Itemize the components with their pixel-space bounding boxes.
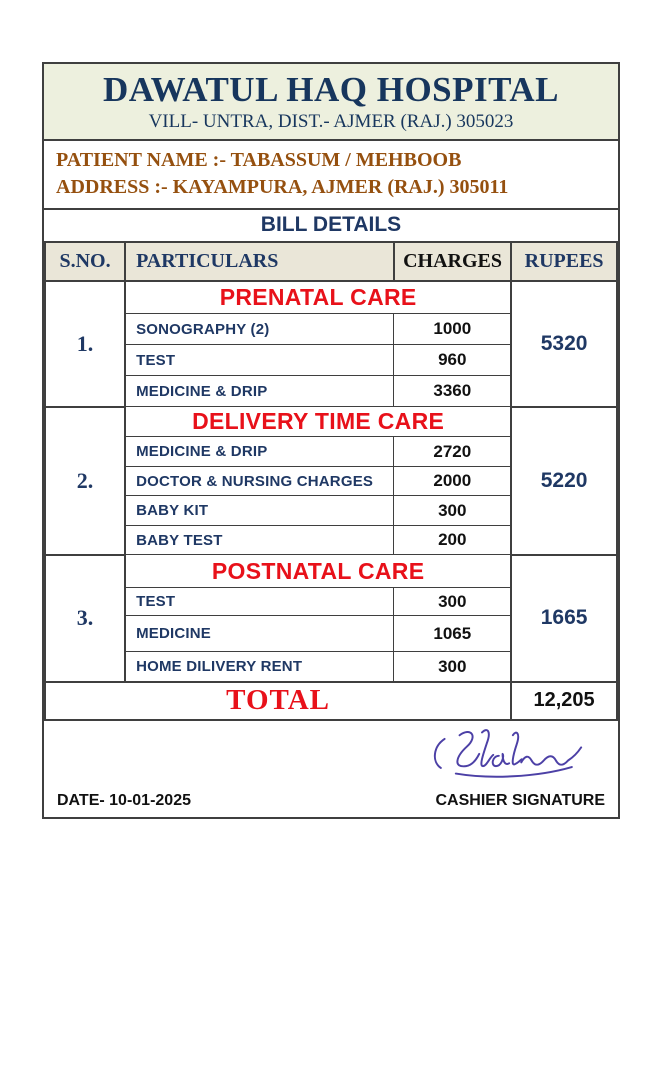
- item-label: BABY TEST: [125, 526, 394, 555]
- section-header-row: [45, 555, 617, 588]
- item-label: DOCTOR & NURSING CHARGES: [125, 467, 394, 496]
- section-subtotal: 5320: [511, 281, 617, 407]
- section-subtotal: 1665: [511, 555, 617, 682]
- hospital-name: DAWATUL HAQ HOSPITAL: [102, 70, 559, 109]
- item-charge: 300: [394, 588, 511, 616]
- bill-table: [44, 243, 618, 721]
- total-value: 12,205: [511, 682, 617, 720]
- section-header-row: [45, 281, 617, 314]
- item-label: BABY KIT: [125, 496, 394, 526]
- item-charge: 300: [394, 496, 511, 526]
- hospital-bill: [42, 62, 620, 819]
- item-charge: 1000: [394, 314, 511, 345]
- column-header-row: [45, 243, 617, 281]
- section-number: 1.: [45, 281, 125, 407]
- cashier-signature-label: CASHIER SIGNATURE: [435, 791, 605, 809]
- signature-area: [44, 721, 618, 817]
- hospital-header: [44, 64, 618, 141]
- item-charge: 1065: [394, 616, 511, 652]
- item-charge: 300: [394, 652, 511, 682]
- col-header-sno: S.NO.: [45, 243, 125, 281]
- patient-address-line: ADDRESS :- KAYAMPURA, AJMER (RAJ.) 305011: [56, 175, 509, 198]
- section-prenatal-care: [45, 281, 617, 407]
- item-label: HOME DILIVERY RENT: [125, 652, 394, 682]
- item-label: SONOGRAPHY (2): [125, 314, 394, 345]
- section-title: PRENATAL CARE: [125, 281, 511, 314]
- section-subtotal: 5220: [511, 407, 617, 555]
- item-label: MEDICINE & DRIP: [125, 376, 394, 407]
- item-label: MEDICINE & DRIP: [125, 437, 394, 467]
- bill-date: DATE- 10-01-2025: [57, 791, 191, 809]
- item-charge: 960: [394, 345, 511, 376]
- total-label: TOTAL: [45, 682, 511, 720]
- patient-name-line: PATIENT NAME :- TABASSUM / MEHBOOB: [56, 148, 462, 171]
- bill-details-title: BILL DETAILS: [44, 210, 618, 243]
- item-charge: 200: [394, 526, 511, 555]
- cashier-signature-handwriting: [420, 724, 602, 782]
- item-label: MEDICINE: [125, 616, 394, 652]
- hospital-address: VILL- UNTRA, DIST.- AJMER (RAJ.) 305023: [148, 110, 514, 132]
- section-number: 2.: [45, 407, 125, 555]
- item-label: TEST: [125, 588, 394, 616]
- total-row: [45, 682, 617, 720]
- col-header-particulars: PARTICULARS: [125, 243, 394, 281]
- section-delivery-time-care: [45, 407, 617, 555]
- section-title: DELIVERY TIME CARE: [125, 407, 511, 437]
- section-number: 3.: [45, 555, 125, 682]
- item-charge: 2720: [394, 437, 511, 467]
- col-header-charges: CHARGES: [394, 243, 511, 281]
- item-charge: 2000: [394, 467, 511, 496]
- section-header-row: [45, 407, 617, 437]
- item-charge: 3360: [394, 376, 511, 407]
- section-postnatal-care: [45, 555, 617, 682]
- total-section: [45, 682, 617, 720]
- section-title: POSTNATAL CARE: [125, 555, 511, 588]
- item-label: TEST: [125, 345, 394, 376]
- col-header-rupees: RUPEES: [511, 243, 617, 281]
- patient-info: [44, 141, 618, 210]
- footer-line: [44, 792, 618, 810]
